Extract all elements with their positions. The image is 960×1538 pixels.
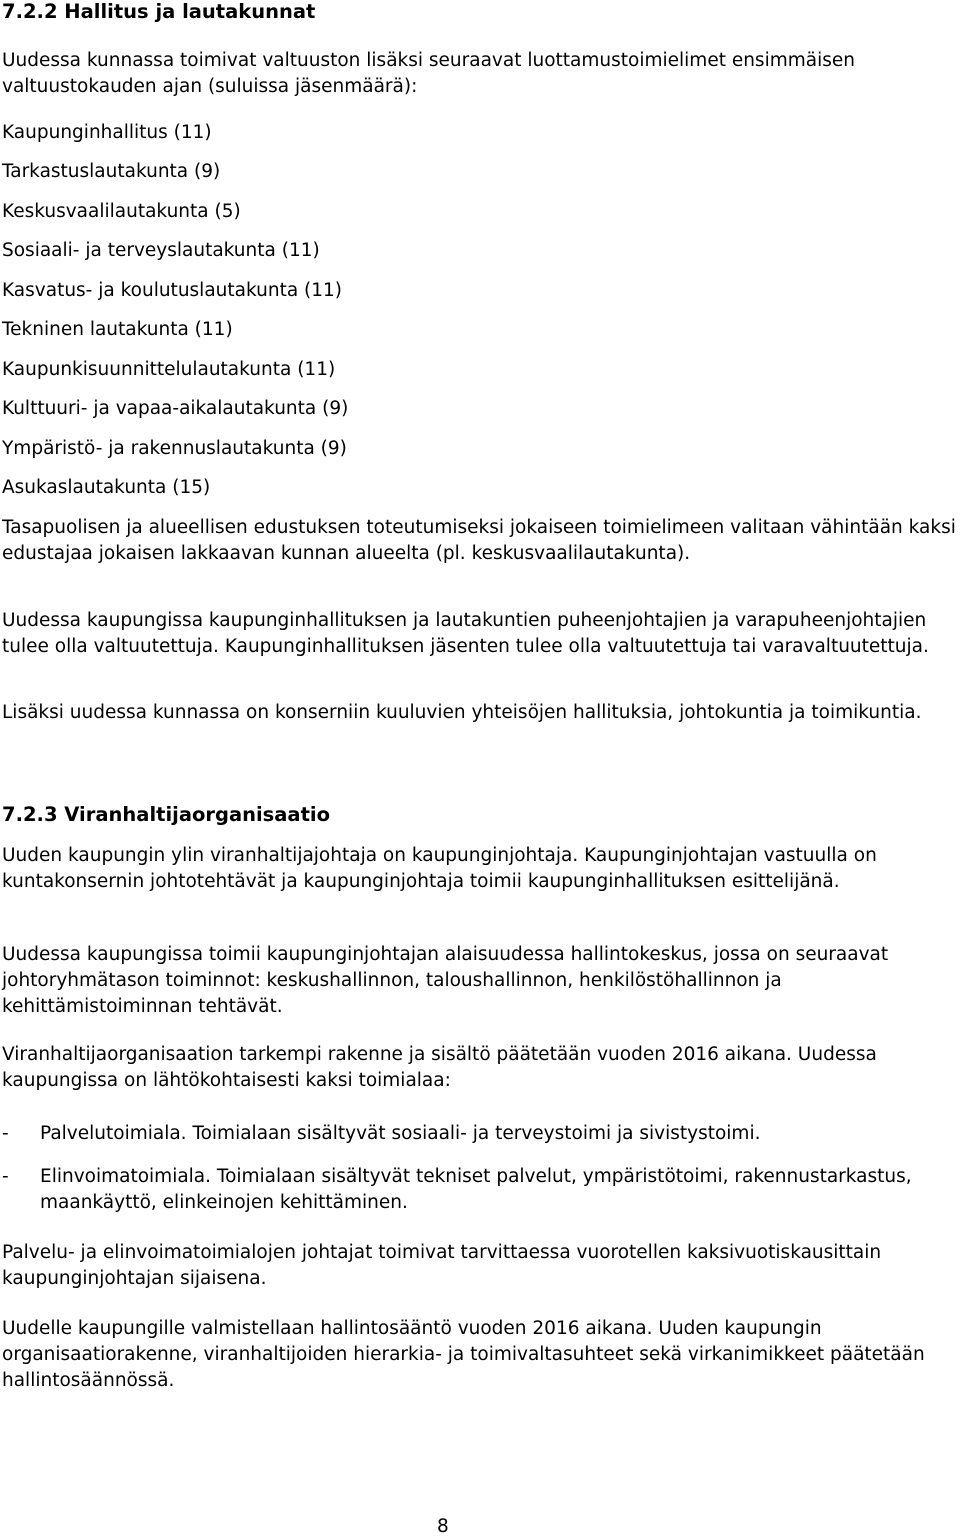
list-bullet: - bbox=[2, 1166, 9, 1187]
body-item-tekninen: Tekninen lautakunta (11) bbox=[2, 319, 233, 340]
paragraph-chairs: Uudessa kaupungissa kaupunginhallituksen ja lautakuntien puheenjohtajien ja varapuheenjohtajien tulee olla valtuutettuja. Kaupunginhallituksen jäsenten tulee olla valtuutettuja tai varavaltuutettuja. bbox=[2, 610, 929, 657]
body-item-sosiaali-terveys: Sosiaali- ja terveyslautakunta (11) bbox=[2, 240, 320, 261]
paragraph-representation: Tasapuolisen ja alueellisen edustuksen toteutumiseksi jokaiseen toimielimeen valitaan vähintään kaksi edustajaa jokaisen lakkaavan kunnan alueelta (pl. keskusvaalilautakunta). bbox=[2, 517, 956, 564]
paragraph-admin-center: Uudessa kaupungissa toimii kaupunginjohtajan alaisuudessa hallintokeskus, jossa on seuraavat johtoryhmätason toiminnot: keskushallinnon, taloushallinnon, henkilöstöhallinnon ja kehittämistoiminnan tehtävät. bbox=[2, 944, 889, 1017]
section-heading-7-2-3: 7.2.3 Viranhaltijaorganisaatio bbox=[2, 803, 330, 826]
body-item-kulttuuri-vapaa-aika: Kulttuuri- ja vapaa-aikalautakunta (9) bbox=[2, 398, 349, 419]
list-item-text: Elinvoimatoimiala. Toimialaan sisältyvät tekniset palvelut, ympäristötoimi, rakennustarkastus, maankäyttö, elinkeinojen kehittäminen. bbox=[40, 1166, 912, 1213]
body-item-ymparisto-rakennus: Ympäristö- ja rakennuslautakunta (9) bbox=[2, 438, 347, 459]
paragraph-mayor: Uuden kaupungin ylin viranhaltijajohtaja on kaupunginjohtaja. Kaupunginjohtajan vastuulla on kuntakonsernin johtotehtävät ja kaupunginjohtaja toimii kaupunginhallituksen esittelijänä. bbox=[2, 845, 877, 892]
body-item-kasvatus-koulutus: Kasvatus- ja koulutuslautakunta (11) bbox=[2, 280, 343, 301]
body-item-keskusvaalilautakunta: Keskusvaalilautakunta (5) bbox=[2, 201, 241, 222]
intro-paragraph: Uudessa kunnassa toimivat valtuuston lisäksi seuraavat luottamustoimielimet ensimmäisen valtuustokauden ajan (suluissa jäsenmäärä): bbox=[2, 50, 855, 97]
body-item-tarkastuslautakunta: Tarkastuslautakunta (9) bbox=[2, 161, 221, 182]
paragraph-group-entities: Lisäksi uudessa kunnassa on konserniin kuuluvien yhteisöjen hallituksia, johtokuntia ja toimikuntia. bbox=[2, 702, 922, 723]
list-item-text: Palvelutoimiala. Toimialaan sisältyvät sosiaali- ja terveystoimi ja sivistystoimi. bbox=[40, 1123, 761, 1144]
body-item-kaupunginhallitus: Kaupunginhallitus (11) bbox=[2, 122, 212, 143]
body-item-asukaslautakunta: Asukaslautakunta (15) bbox=[2, 477, 211, 498]
paragraph-deputy: Palvelu- ja elinvoimatoimialojen johtajat toimivat tarvittaessa vuorotellen kaksivuotiskausittain kaupunginjohtajan sijaisena. bbox=[2, 1242, 882, 1289]
paragraph-organisation: Viranhaltijaorganisaation tarkempi rakenne ja sisältö päätetään vuoden 2016 aikana. Uudessa kaupungissa on lähtökohtaisesti kaksi toimialaa: bbox=[2, 1044, 877, 1091]
body-item-kaupunkisuunnittelu: Kaupunkisuunnittelulautakunta (11) bbox=[2, 359, 336, 380]
section-heading-7-2-2: 7.2.2 Hallitus ja lautakunnat bbox=[2, 0, 316, 23]
list-bullet: - bbox=[2, 1123, 9, 1144]
page-number: 8 bbox=[437, 1516, 449, 1537]
paragraph-rules: Uudelle kaupungille valmistellaan hallintosääntö vuoden 2016 aikana. Uuden kaupungin organisaatiorakenne, viranhaltijoiden hierarkia- ja toimivaltasuhteet sekä virkanimikkeet päätetään hallintosäännössä. bbox=[2, 1318, 925, 1391]
